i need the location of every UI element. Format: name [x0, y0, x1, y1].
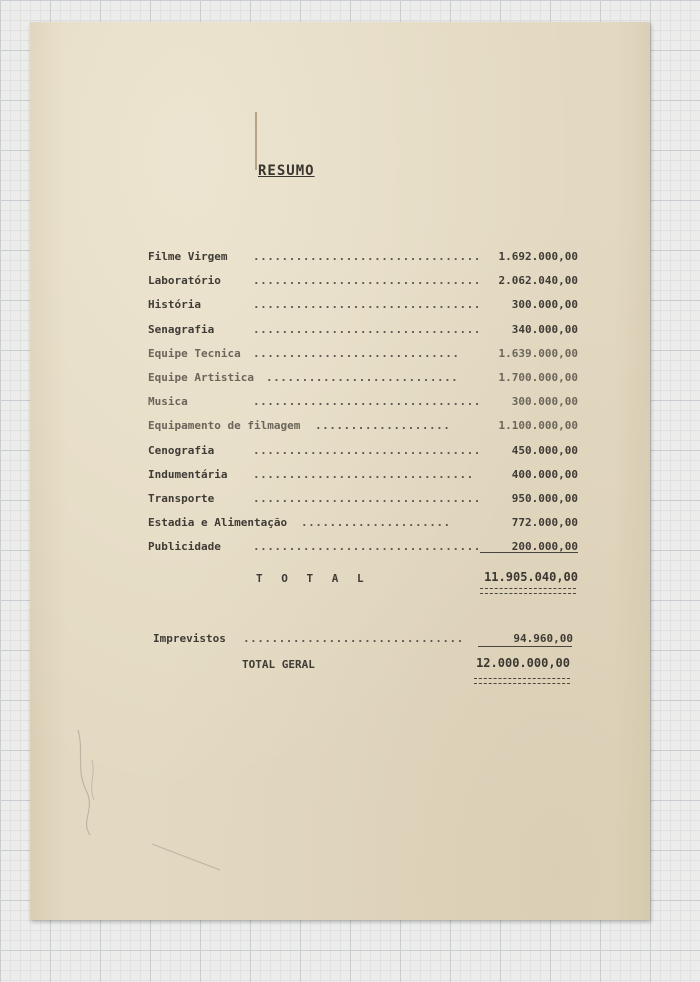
- leader-dots: ...........................: [266, 371, 459, 384]
- budget-item-value: 450.000,00: [511, 443, 578, 457]
- budget-item-label: Transporte: [148, 492, 215, 505]
- budget-item-label: Estadia e Alimentação: [148, 516, 288, 530]
- budget-item-label: História: [148, 298, 201, 312]
- total-double-rule: [480, 588, 576, 594]
- imprevistos-row: [153, 632, 573, 650]
- budget-item-label: Equipamento de filmagem: [148, 419, 301, 433]
- budget-item-row: [148, 274, 578, 292]
- budget-item-value: 2.062.040,00: [498, 274, 578, 288]
- budget-item-row: [148, 347, 578, 365]
- leader-dots: .....................: [301, 516, 451, 530]
- budget-item-row: [148, 395, 578, 413]
- total-value: 11.905.040,00: [484, 570, 578, 584]
- budget-item-row: [148, 516, 578, 534]
- budget-item-label: Senagrafia: [148, 322, 215, 336]
- leader-dots: ................................: [253, 298, 481, 312]
- leader-dots: ................................: [253, 274, 481, 288]
- budget-item-value: 950.000,00: [511, 492, 578, 505]
- budget-item-label: Musica: [148, 395, 188, 409]
- budget-item-label: Cenografia: [148, 443, 215, 457]
- leader-dots: ................................: [253, 540, 481, 554]
- document-title: RESUMO: [258, 163, 315, 179]
- leader-dots: ................................: [253, 443, 481, 457]
- budget-item-row: [148, 371, 578, 389]
- total-geral-value: 12.000.000,00: [476, 656, 570, 670]
- leader-dots: ...............................: [253, 467, 474, 481]
- total-geral-double-rule: [474, 678, 570, 684]
- budget-item-row: [148, 468, 578, 486]
- subtotal-rule: [480, 552, 578, 553]
- budget-item-row: [148, 298, 578, 316]
- total-geral-label: TOTAL GERAL: [242, 658, 315, 671]
- imprevistos-value: 94.960,00: [513, 632, 573, 645]
- total-label: T O T A L: [256, 572, 370, 585]
- leader-dots: ................................: [253, 395, 481, 409]
- budget-item-value: 300.000,00: [511, 298, 578, 312]
- budget-item-row: [148, 444, 578, 462]
- budget-item-value: 1.100.000,00: [498, 419, 578, 433]
- budget-item-value: 200.000,00: [511, 540, 578, 554]
- budget-item-label: Filme Virgem: [148, 250, 228, 263]
- budget-item-label: Laboratório: [148, 274, 221, 288]
- budget-item-label: Equipe Artistica: [148, 371, 254, 384]
- leader-dots: ...............................: [243, 632, 464, 645]
- budget-item-value: 772.000,00: [511, 516, 578, 530]
- budget-item-label: Publicidade: [148, 540, 221, 554]
- budget-item-row: [148, 492, 578, 510]
- budget-item-value: 300.000,00: [511, 395, 578, 409]
- imprevistos-label: Imprevistos: [153, 632, 226, 645]
- imprevistos-rule: [478, 646, 572, 647]
- leader-dots: ................................: [253, 250, 481, 263]
- budget-item-value: 400.000,00: [511, 467, 578, 481]
- budget-item-label: Indumentária: [148, 467, 228, 481]
- budget-item-label: Equipe Tecnica: [148, 346, 241, 360]
- leader-dots: ...................: [315, 419, 451, 433]
- pencil-scribble: [70, 720, 110, 840]
- budget-item-value: 1.700.000,00: [498, 371, 578, 384]
- budget-item-value: 1.692.000,00: [498, 250, 578, 263]
- leader-dots: .............................: [253, 346, 460, 360]
- budget-item-row: [148, 323, 578, 341]
- budget-item-row: [148, 540, 578, 558]
- leader-dots: ................................: [253, 492, 481, 505]
- budget-item-value: 340.000,00: [511, 322, 578, 336]
- leader-dots: ................................: [253, 322, 481, 336]
- pencil-mark: [150, 838, 230, 878]
- budget-item-value: 1.639.000,00: [498, 346, 578, 360]
- ink-mark: [255, 112, 257, 170]
- budget-item-row: [148, 419, 578, 437]
- budget-item-row: [148, 250, 578, 268]
